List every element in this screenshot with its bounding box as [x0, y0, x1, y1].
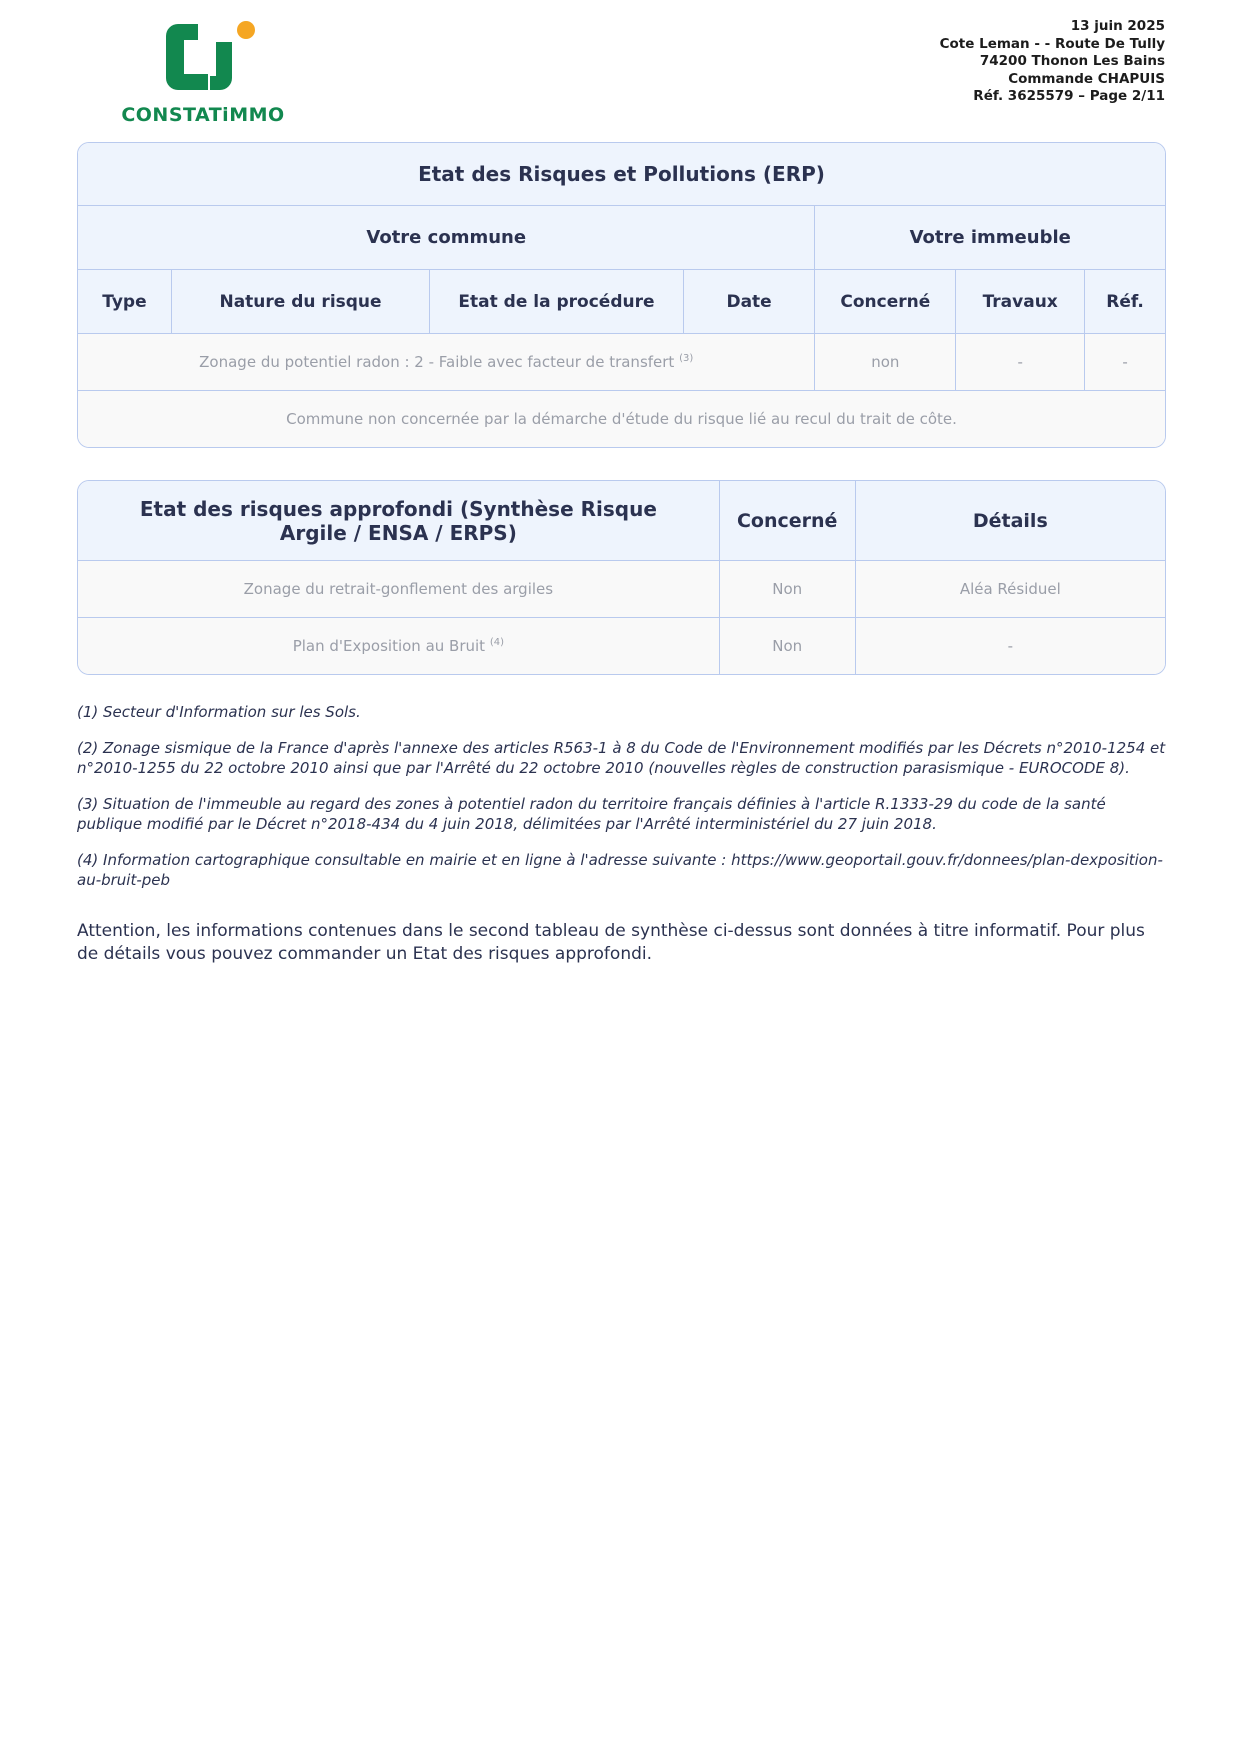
radon-concerne-value: non	[815, 334, 956, 391]
footnotes	[77, 702, 1167, 906]
radon-travaux-value: -	[956, 334, 1085, 391]
table-row	[78, 618, 1165, 674]
document-header-info	[940, 18, 1165, 106]
footnote-ref: (4)	[489, 637, 505, 648]
column-header-ref: Réf.	[1085, 270, 1165, 334]
footnote-2: (2) Zonage sismique de la France d'après l'annexe des articles R563-1 à 8 du Code de l'Environnement modifiés par les Décrets n°2010-1254 et n°2010-1255 du 22 octobre 2010 ainsi que par l'Arrêté du 22 octobre 2010 (nouvelles règles de construction parasismique - EUROCODE 8).	[77, 739, 1166, 777]
table-row	[78, 334, 1165, 391]
footnote-1: (1) Secteur d'Information sur les Sols.	[77, 703, 361, 721]
bruit-label-cell	[78, 618, 720, 674]
approfondi-table-title: Etat des risques approfondi (Synthèse Risque Argile / ENSA / ERPS)	[78, 481, 720, 561]
approfondi-table	[77, 480, 1166, 675]
column-header-etat-procedure: Etat de la procédure	[430, 270, 684, 334]
order-name: Commande CHAPUIS	[1008, 70, 1165, 87]
bruit-details-value: -	[856, 618, 1165, 674]
argiles-label: Zonage du retrait-gonflement des argiles	[243, 580, 554, 598]
bruit-concerne-value: Non	[720, 618, 856, 674]
footnote-3: (3) Situation de l'immeuble au regard des zones à potentiel radon du territoire français définies à l'article R.1333-29 du code de la santé publique modifié par le Décret n°2018-434 du 4 juin 2018, délimitées par l'Arrêté interministériel du 27 juin 2018.	[77, 795, 1106, 833]
attention-note: Attention, les informations contenues dans le second tableau de synthèse ci-dessus sont données à titre informatif. Pour plus de détails vous pouvez commander un Etat des risques approfondi.	[77, 921, 1145, 964]
column-header-concerne: Concerné	[720, 481, 856, 561]
column-header-nature: Nature du risque	[172, 270, 430, 334]
group-header-immeuble: Votre immeuble	[815, 206, 1165, 270]
radon-zoning-label: Zonage du potentiel radon : 2 - Faible avec facteur de transfert	[199, 353, 675, 371]
argiles-details-value: Aléa Résiduel	[856, 561, 1165, 618]
address-line-1: Cote Leman - - Route De Tully	[939, 35, 1165, 52]
footnote-4: (4) Information cartographique consultable en mairie et en ligne à l'adresse suivante : https://www.geoportail.gouv.fr/donnees/plan-dexposition-au-bruit-peb	[77, 851, 1163, 889]
table-row	[78, 561, 1165, 618]
argiles-label-cell	[78, 561, 720, 618]
column-header-type: Type	[78, 270, 172, 334]
document-date: 13 juin 2025	[1070, 18, 1165, 34]
reference-page: Réf. 3625579 – Page 2/11	[973, 88, 1165, 104]
logo-wordmark: CONSTATiMMO	[121, 104, 285, 126]
footnote-ref: (3)	[679, 353, 694, 364]
group-header-commune: Votre commune	[78, 206, 815, 270]
column-header-travaux: Travaux	[956, 270, 1085, 334]
column-header-details: Détails	[856, 481, 1165, 561]
trait-de-cote-note: Commune non concernée par la démarche d'étude du risque lié au recul du trait de côte.	[78, 391, 1165, 447]
address-line-2: 74200 Thonon Les Bains	[979, 53, 1165, 69]
logo-mark-icon	[164, 20, 264, 95]
erp-table-title: Etat des Risques et Pollutions (ERP)	[78, 143, 1165, 206]
constatimmo-logo	[118, 20, 288, 130]
bruit-label: Plan d'Exposition au Bruit	[292, 637, 486, 655]
argiles-concerne-value: Non	[720, 561, 856, 618]
radon-zoning-cell	[78, 334, 815, 391]
radon-ref-value: -	[1085, 334, 1165, 391]
column-header-concerne: Concerné	[815, 270, 956, 334]
column-header-date: Date	[684, 270, 816, 334]
table-row	[78, 391, 1165, 447]
erp-table	[77, 142, 1166, 448]
